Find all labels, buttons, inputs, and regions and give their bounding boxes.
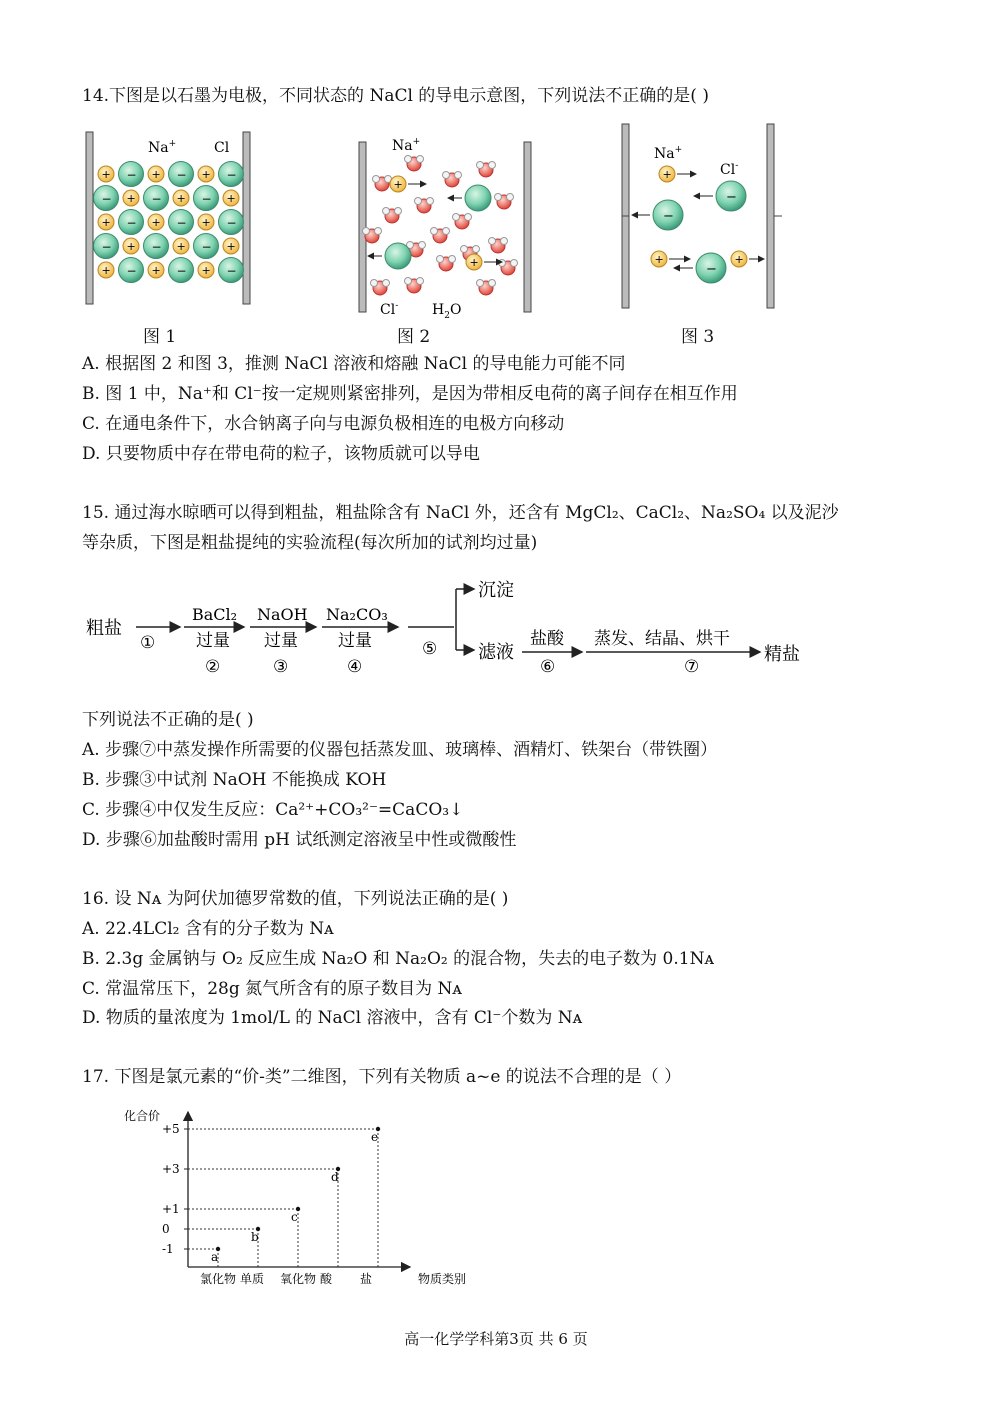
flow-hcl: 盐酸 bbox=[530, 629, 564, 649]
svg-text:+: + bbox=[126, 192, 136, 205]
svg-text:−: − bbox=[176, 264, 187, 278]
svg-text:+: + bbox=[201, 216, 211, 229]
chloride-ion bbox=[144, 234, 169, 259]
sodium-ion bbox=[123, 238, 139, 254]
page-footer: 高一化学学科第3页 共 6 页 bbox=[404, 1330, 588, 1348]
hydrated-sodium-ion bbox=[390, 176, 426, 192]
y-tick-label: +1 bbox=[162, 1202, 180, 1216]
sodium-ion bbox=[198, 214, 214, 230]
chloride-ion bbox=[94, 234, 119, 259]
svg-text:+: + bbox=[151, 216, 161, 229]
svg-text:−: − bbox=[126, 216, 137, 230]
x-tick-label: 单质 bbox=[240, 1272, 265, 1286]
svg-text:−: − bbox=[226, 216, 237, 230]
svg-text:−: − bbox=[663, 209, 674, 224]
water-molecule bbox=[373, 176, 392, 192]
figure-3 bbox=[622, 124, 782, 308]
water-molecule bbox=[453, 214, 472, 230]
figure-2 bbox=[359, 137, 531, 321]
hydrated-sodium-ion bbox=[466, 254, 502, 270]
flow-end: 精盐 bbox=[764, 644, 800, 665]
flow-reagent-bacl2: BaCl₂ bbox=[192, 605, 238, 624]
svg-text:−: − bbox=[101, 240, 112, 254]
flow-reagent-naoh: NaOH bbox=[257, 605, 308, 624]
svg-text:+: + bbox=[151, 264, 161, 277]
point-label-b: b bbox=[251, 1230, 259, 1244]
svg-text:−: − bbox=[706, 262, 717, 277]
sodium-ion bbox=[198, 262, 214, 278]
sodium-ion bbox=[98, 262, 114, 278]
chloride-ion bbox=[169, 210, 194, 235]
flow-filtrate: 滤液 bbox=[478, 642, 514, 663]
svg-text:+: + bbox=[176, 192, 186, 205]
fig1-cl-label: Cl bbox=[214, 140, 230, 156]
flow-reagent1-excess: 过量 bbox=[196, 631, 230, 651]
q16-stem: 16. 设 Nᴀ 为阿伏加德罗常数的值，下列说法正确的是( ) bbox=[82, 889, 509, 909]
q15-option-c: C. 步骤④中仅发生反应：Ca²⁺+CO₃²⁻=CaCO₃↓ bbox=[82, 800, 464, 820]
svg-text:+: + bbox=[101, 216, 111, 229]
svg-text:−: − bbox=[726, 190, 737, 205]
flow-step6: ⑥ bbox=[540, 657, 556, 677]
hydrated-chloride-ion bbox=[368, 243, 411, 269]
svg-text:+: + bbox=[201, 168, 211, 181]
sodium-ion bbox=[148, 166, 164, 182]
flow-step1: ① bbox=[140, 633, 156, 653]
chart-xlabel: 物质类别 bbox=[418, 1272, 467, 1286]
svg-text:−: − bbox=[151, 240, 162, 254]
water-molecule bbox=[415, 198, 434, 214]
chloride-ion bbox=[119, 258, 144, 283]
sodium-ion bbox=[148, 214, 164, 230]
chloride-ion bbox=[219, 210, 244, 235]
chloride-ion bbox=[119, 162, 144, 187]
flow-precipitate: 沉淀 bbox=[478, 580, 514, 601]
flow-reagent3-excess: 过量 bbox=[338, 631, 372, 651]
chloride-ion bbox=[194, 186, 219, 211]
point-label-a: a bbox=[211, 1250, 219, 1264]
water-molecule bbox=[477, 162, 496, 178]
sodium-ion bbox=[98, 214, 114, 230]
svg-text:−: − bbox=[226, 264, 237, 278]
fig2-cl-label: Cl- bbox=[380, 301, 399, 318]
y-tick-label: -1 bbox=[162, 1242, 174, 1256]
q14-stem: 14.下图是以石墨为电极，不同状态的 NaCl 的导电示意图，下列说法不正确的是( ) bbox=[82, 86, 709, 106]
fig3-cl-label: Cl- bbox=[720, 161, 739, 178]
q14-figures bbox=[0, 118, 992, 338]
chloride-ion bbox=[169, 258, 194, 283]
x-tick-label: 氯化物 bbox=[200, 1272, 237, 1286]
caption-fig3: 图 3 bbox=[681, 327, 715, 347]
q14-option-a: A. 根据图 2 和图 3，推测 NaCl 溶液和熔融 NaCl 的导电能力可能不同 bbox=[82, 354, 626, 374]
sodium-ion bbox=[173, 190, 189, 206]
sodium-ion bbox=[198, 166, 214, 182]
q16-option-d: D. 物质的量浓度为 1mol/L 的 NaCl 溶液中，含有 Cl⁻个数为 Nᴀ bbox=[82, 1008, 583, 1028]
caption-fig1: 图 1 bbox=[143, 327, 177, 347]
q15-option-d: D. 步骤⑥加盐酸时需用 pH 试纸测定溶液呈中性或微酸性 bbox=[82, 830, 517, 850]
water-molecule bbox=[437, 256, 456, 272]
valence-category-chart bbox=[110, 1100, 510, 1300]
flow-reagent-na2co3: Na₂CO₃ bbox=[326, 605, 388, 624]
flow-step3: ③ bbox=[273, 657, 289, 677]
q17-stem: 17. 下图是氯元素的“价-类”二维图，下列有关物质 a~e 的说法不合理的是（ ） bbox=[82, 1067, 682, 1087]
x-tick-label: 酸 bbox=[320, 1272, 333, 1286]
water-molecule bbox=[489, 238, 508, 254]
water-molecule bbox=[443, 172, 462, 188]
q15-stem-line2: 等杂质，下图是粗盐提纯的实验流程(每次所加的试剂均过量) bbox=[82, 533, 538, 553]
fig2-na-label: Na+ bbox=[392, 137, 421, 154]
sodium-ion bbox=[98, 166, 114, 182]
svg-text:+: + bbox=[101, 168, 111, 181]
flow-step4: ④ bbox=[347, 657, 363, 677]
svg-text:+: + bbox=[654, 253, 664, 266]
hydrated-chloride-ion bbox=[448, 185, 491, 211]
chloride-ion bbox=[219, 258, 244, 283]
flow-step7: ⑦ bbox=[684, 657, 700, 677]
chloride-ion bbox=[169, 162, 194, 187]
water-molecule bbox=[371, 280, 390, 296]
q16-option-a: A. 22.4LCl₂ 含有的分子数为 Nᴀ bbox=[82, 919, 334, 939]
chloride-ion bbox=[119, 210, 144, 235]
caption-fig2: 图 2 bbox=[397, 327, 431, 347]
q16-option-b: B. 2.3g 金属钠与 O₂ 反应生成 Na₂O 和 Na₂O₂ 的混合物，失去的电子数为 0.1Nᴀ bbox=[82, 949, 715, 969]
svg-text:+: + bbox=[469, 256, 479, 269]
x-tick-label: 盐 bbox=[360, 1272, 373, 1286]
chloride-ion bbox=[94, 186, 119, 211]
svg-text:+: + bbox=[201, 264, 211, 277]
water-molecule bbox=[405, 278, 424, 294]
point-label-d: d bbox=[331, 1170, 339, 1184]
water-molecule bbox=[477, 280, 496, 296]
svg-text:−: − bbox=[201, 192, 212, 206]
svg-text:+: + bbox=[176, 240, 186, 253]
svg-text:−: − bbox=[101, 192, 112, 206]
sodium-ion bbox=[148, 262, 164, 278]
sodium-ion bbox=[123, 190, 139, 206]
water-molecule bbox=[431, 228, 450, 244]
svg-text:+: + bbox=[734, 253, 744, 266]
point-label-c: c bbox=[291, 1210, 298, 1224]
svg-text:+: + bbox=[662, 168, 672, 181]
svg-text:+: + bbox=[101, 264, 111, 277]
svg-text:+: + bbox=[226, 240, 236, 253]
chart-ylabel: 化合价 bbox=[124, 1109, 161, 1123]
q14-option-c: C. 在通电条件下，水合钠离子向与电源负极相连的电极方向移动 bbox=[82, 414, 565, 434]
svg-text:+: + bbox=[151, 168, 161, 181]
chloride-ion bbox=[219, 162, 244, 187]
flow-start: 粗盐 bbox=[86, 618, 122, 639]
figure-1 bbox=[86, 132, 250, 304]
flow-evaporate: 蒸发、结晶、烘干 bbox=[594, 629, 730, 649]
fig3-na-label: Na+ bbox=[654, 145, 683, 162]
q16-option-c: C. 常温常压下，28g 氮气所含有的原子数目为 Nᴀ bbox=[82, 979, 463, 999]
q14-option-d: D. 只要物质中存在带电荷的粒子，该物质就可以导电 bbox=[82, 444, 480, 464]
svg-text:−: − bbox=[176, 216, 187, 230]
flow-step5: ⑤ bbox=[422, 639, 438, 659]
y-tick-label: 0 bbox=[162, 1222, 170, 1236]
x-tick-label: 氧化物 bbox=[280, 1272, 317, 1286]
sodium-ion bbox=[223, 190, 239, 206]
water-molecule bbox=[495, 194, 514, 210]
fig2-h2o-label: $H_2O$ bbox=[432, 302, 462, 321]
q14-option-b: B. 图 1 中，Na⁺和 Cl⁻按一定规则紧密排列，是因为带相反电荷的离子间存在相互作用 bbox=[82, 384, 738, 404]
q15-stem-line1: 15. 通过海水晾晒可以得到粗盐，粗盐除含有 NaCl 外，还含有 MgCl₂、CaCl₂、Na₂SO₄ 以及泥沙 bbox=[82, 503, 839, 523]
q15-flowchart bbox=[0, 572, 992, 682]
sodium-ion bbox=[173, 238, 189, 254]
fig1-na-label: Na+ bbox=[148, 139, 177, 156]
water-molecule bbox=[383, 208, 402, 224]
chloride-ion bbox=[144, 186, 169, 211]
sodium-ion bbox=[223, 238, 239, 254]
flow-reagent2-excess: 过量 bbox=[264, 631, 298, 651]
q15-option-b: B. 步骤③中试剂 NaOH 不能换成 KOH bbox=[82, 770, 387, 790]
y-tick-label: +5 bbox=[162, 1122, 180, 1136]
water-molecule bbox=[405, 156, 424, 172]
svg-text:+: + bbox=[226, 192, 236, 205]
q15-option-a: A. 步骤⑦中蒸发操作所需要的仪器包括蒸发皿、玻璃棒、酒精灯、铁架台（带铁圈） bbox=[82, 740, 718, 760]
chloride-ion bbox=[194, 234, 219, 259]
svg-text:+: + bbox=[126, 240, 136, 253]
flow-step2: ② bbox=[205, 657, 221, 677]
svg-text:+: + bbox=[393, 178, 403, 191]
svg-text:−: − bbox=[151, 192, 162, 206]
svg-text:−: − bbox=[126, 264, 137, 278]
point-label-e: e bbox=[371, 1130, 379, 1144]
svg-text:−: − bbox=[176, 168, 187, 182]
svg-text:−: − bbox=[201, 240, 212, 254]
q15-question: 下列说法不正确的是( ) bbox=[82, 710, 254, 730]
y-tick-label: +3 bbox=[162, 1162, 180, 1176]
svg-text:−: − bbox=[226, 168, 237, 182]
svg-text:−: − bbox=[126, 168, 137, 182]
